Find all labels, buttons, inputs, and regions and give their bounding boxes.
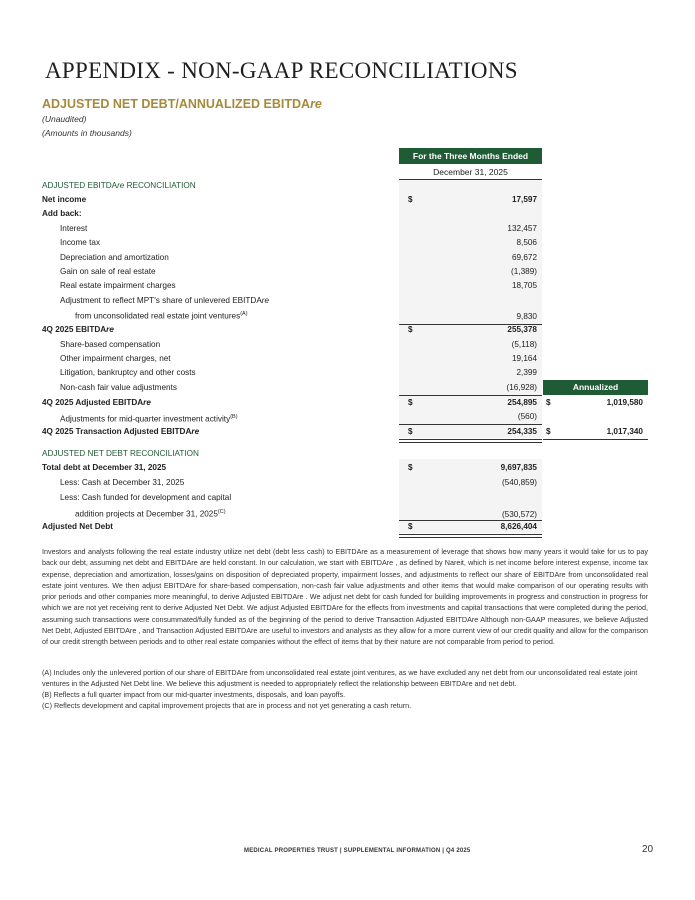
table-row: Other impairment charges, net 19,164 (60, 354, 537, 363)
table-row: Depreciation and amortization 69,672 (60, 253, 537, 262)
cash-funded-row-line1: Less: Cash funded for development and capital (60, 493, 232, 502)
table-row: Non-cash fair value adjustments (16,928) (60, 383, 537, 392)
subtitle-italic: re (310, 97, 322, 111)
total-debt-row: Total debt at December 31, 2025 $ 9,697,835 (42, 463, 537, 472)
midquarter-row: Adjustments for mid-quarter investment activity$^{(B)}$ (560) (60, 412, 537, 424)
q4-transaction-adjusted-row: 4Q 2025 Transaction Adjusted EBITDAre $ 254,335 $ 1,017,340 (42, 427, 643, 436)
explanation-paragraph: Investors and analysts following the real estate industry utilize net debt (debt less cash) to EBITDAre as a measurement of leverage that shows how many years it would take for us to pay back our debt, assuming net debt and EBITDAre are held constant. In our calculation, we start with EBITDAre , as defined by Nareit, which is net income before interest expense, income tax expense, depreciation and amortization, losses/gains on disposition of depreciated property, impairment losses, and adjustments to reflect our share of EBITDAre from unconsolidated real estate joint ventures. We then adjust EBITDAre for share-based compensation, non-cash fair value adjustments and other items that would make comparison of our operating results with prior periods and other companies more meaningful, to derive Adjusted EBITDAre . We adjust net debt for cash funded for building improvements in progress and construction in progress for which we are not yet receiving rent to derive Adjusted Net Debt. We adjust Adjusted EBITDAre for the effects from investments and capital transactions that were completed during the period, assuming such transactions were consummated/fully funded as of the beginning of the period to derive Transaction Adjusted EBITDAre Although non-GAAP measures, we believe Adjusted Net Debt, Adjusted EBITDAre , and Transaction Adjusted EBITDAre are useful to investors and analysts as they allow for a more current view of our credit quality and allow for the comparison of our credit strength between periods and to other real estate companies without the effect of items that by their nature are not comparable from period to period. (42, 547, 648, 647)
page-number: 20 (642, 844, 654, 855)
annualized-header: Annualized (543, 380, 648, 395)
footnote-a: (A) Includes only the unlevered portion of our share of EBITDAre from unconsolidated real estate joint ventures, as we have excluded any net debt from our unconsolidated real estate joint ventures in the Adjusted Net Debt line. We believe this adjustment is needed to appropriately reflect the relationship between EBITDAre and net debt. (42, 668, 638, 689)
footnote-c: (C) Reflects development and capital improvement projects that are in process and not yet generating a cash return. (42, 701, 412, 710)
page-title: APPENDIX - NON-GAAP RECONCILIATIONS (45, 58, 518, 83)
add-back-row: Add back: (42, 209, 82, 218)
q4-ebitda-row: 4Q 2025 EBITDAre $ 255,378 (42, 325, 537, 334)
table-row: Interest 132,457 (60, 224, 537, 233)
annualized-rule (543, 439, 648, 440)
date-header: December 31, 2025 (399, 165, 542, 180)
ebitda-section-heading: ADJUSTED EBITDAre RECONCILIATION (42, 181, 196, 190)
amounts-note: (Amounts in thousands) (42, 128, 132, 138)
debt-section-heading: ADJUSTED NET DEBT RECONCILIATION (42, 449, 199, 458)
cash-row: Less: Cash at December 31, 2025 (540,859) (60, 478, 537, 487)
total-double-rule (399, 439, 542, 443)
adjustment-row-line1: Adjustment to reflect MPT's share of unlevered EBITDAre (60, 296, 270, 305)
page-footer: MEDICAL PROPERTIES TRUST | SUPPLEMENTAL INFORMATION | Q4 2025 (244, 848, 471, 854)
table-row: Real estate impairment charges 18,705 (60, 281, 537, 290)
footnote-b: (B) Reflects a full quarter impact from our mid-quarter investments, disposals, and loan payoffs. (42, 690, 346, 699)
q4-adjusted-ebitda-row: 4Q 2025 Adjusted EBITDAre $ 254,895 $ 1,019,580 (42, 398, 643, 407)
table-row: Litigation, bankruptcy and other costs 2,399 (60, 368, 537, 377)
total-double-rule (399, 534, 542, 538)
period-header: For the Three Months Ended (399, 148, 542, 164)
cash-funded-row-line2: addition projects at December 31, $2025^{(C)}$ (530,572) (75, 509, 537, 519)
net-income-row: Net income $ 17,597 (42, 195, 537, 204)
adjusted-net-debt-row: Adjusted Net Debt $ 8,626,404 (42, 522, 537, 531)
table-row: Gain on sale of real estate (1,389) (60, 267, 537, 276)
unaudited-note: (Unaudited) (42, 114, 87, 124)
section-subtitle (42, 97, 322, 111)
table-row: Share-based compensation (5,118) (60, 340, 537, 349)
adjustment-row-line2: from unconsolidated real estate joint ventures$^{(A)}$ 9,830 (75, 311, 537, 321)
table-row: Income tax 8,506 (60, 238, 537, 247)
subtitle-text: ADJUSTED NET DEBT/ANNUALIZED EBITDA (42, 97, 311, 111)
